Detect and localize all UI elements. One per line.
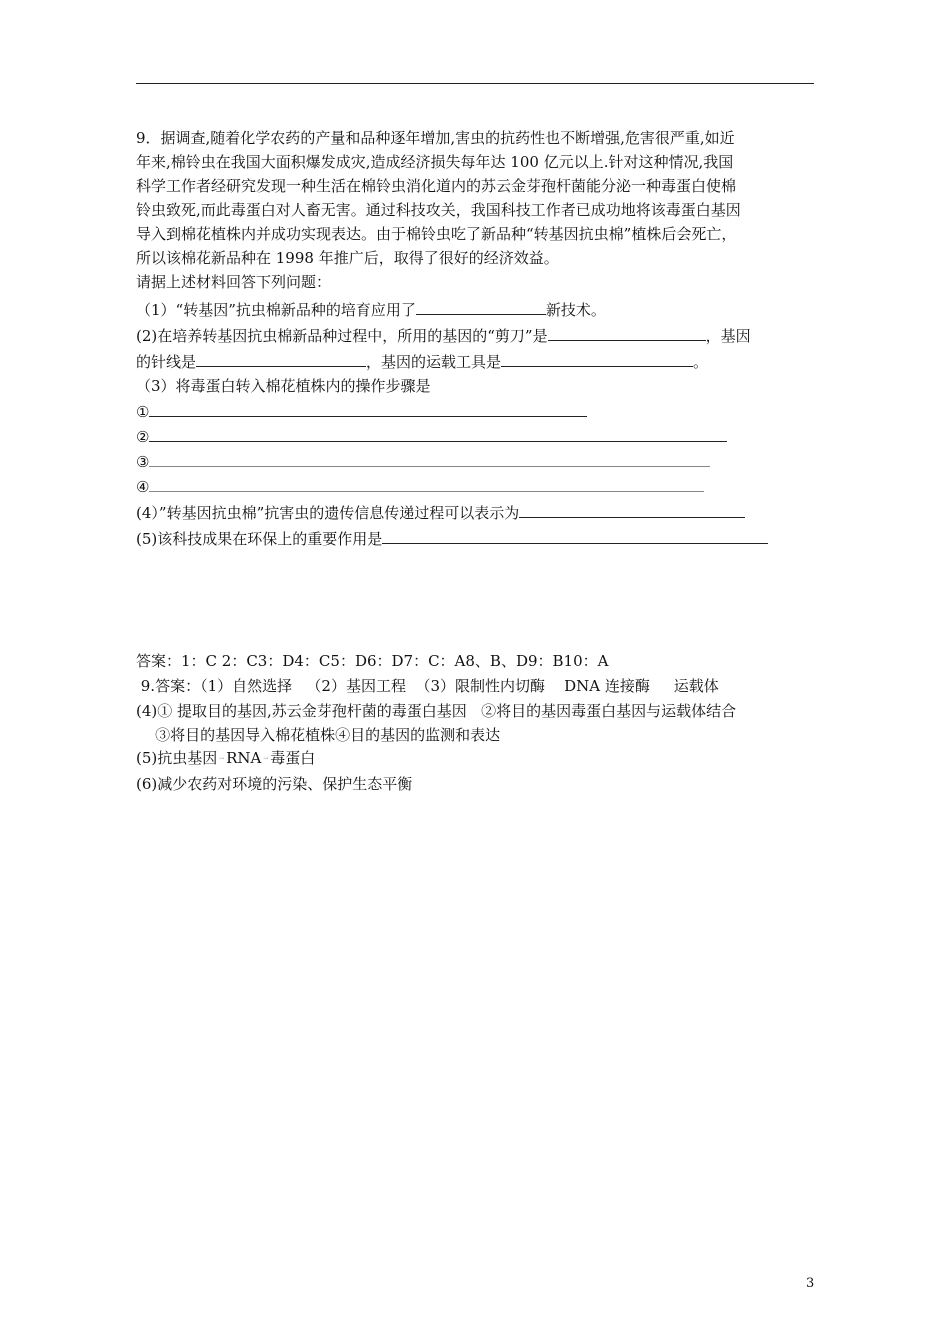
- arrow-icon: →: [217, 755, 227, 762]
- answer-blank[interactable]: [149, 475, 704, 492]
- sub-question-2: (2)在培养转基因抗虫棉新品种过程中，所用的基因的“剪刀”是 ，基因: [136, 324, 751, 347]
- question-line: 科学工作者经研究发现一种生活在棉铃虫消化道内的苏云金芽孢杆菌能分泌一种毒蛋白使棉: [136, 177, 737, 195]
- step-line: ③: [136, 450, 710, 473]
- step-line: ②: [136, 425, 727, 448]
- answer-line: (6)减少农药对环境的污染、保护生态平衡: [136, 775, 413, 793]
- arrow-icon: →: [261, 755, 271, 762]
- step-line: ④: [136, 475, 704, 498]
- answer-blank[interactable]: [382, 527, 768, 544]
- sub-question-3: （3）将毒蛋白转入棉花植株内的操作步骤是: [136, 377, 431, 395]
- question-line: 9．据调查,随着化学农药的产量和品种逐年增加,害虫的抗药性也不断增强,危害很严重,如近: [136, 129, 735, 147]
- sub-question-2-cont: 的针线是 ，基因的运载工具是 。: [136, 350, 708, 373]
- answer-line: (4)① 提取目的基因,苏云金芽孢杆菌的毒蛋白基因 ②将目的基因毒蛋白基因与运载体结合: [136, 702, 737, 720]
- answer-line: 答案：1：C 2：C3：D4：C5：D6：D7：C：A8、B、D9：B10：A: [136, 652, 609, 670]
- answer-line: (5)抗虫基因 → RNA → 毒蛋白: [136, 749, 316, 767]
- answer-line: ③将目的基因导入棉花植株④目的基因的监测和表达: [136, 726, 501, 744]
- sub-question-5: (5)该科技成果在环保上的重要作用是: [136, 527, 768, 550]
- page-number: 3: [806, 1276, 815, 1291]
- question-line: 导入到棉花植株内并成功实现表达。由于棉铃虫吃了新品种“转基因抗虫棉”植株后会死亡，: [136, 225, 737, 243]
- instruction: 请据上述材料回答下列问题：: [136, 273, 332, 291]
- answer-blank[interactable]: [519, 501, 745, 518]
- answer-blank[interactable]: [501, 350, 693, 367]
- answer-blank[interactable]: [196, 350, 366, 367]
- question-line: 年来,棉铃虫在我国大面积爆发成灾,造成经济损失每年达 100 亿元以上.针对这种情况,我国: [136, 153, 734, 171]
- answer-blank[interactable]: [416, 298, 546, 315]
- answer-blank[interactable]: [149, 450, 710, 467]
- answer-blank[interactable]: [149, 425, 727, 442]
- step-line: ①: [136, 400, 587, 423]
- sub-question-1: （1）“转基因”抗虫棉新品种的培育应用了 新技术。: [136, 298, 606, 321]
- question-line: 铃虫致死,而此毒蛋白对人畜无害。通过科技攻关，我国科技工作者已成功地将该毒蛋白基因: [136, 201, 741, 219]
- answer-blank[interactable]: [149, 400, 587, 417]
- answer-line: 9.答案：（1）自然选择 （2）基因工程 （3）限制性内切酶 DNA 连接酶 运载体: [136, 677, 719, 695]
- header-rule: [136, 83, 814, 84]
- question-line: 所以该棉花新品种在 1998 年推广后，取得了很好的经济效益。: [136, 249, 559, 267]
- answer-blank[interactable]: [548, 324, 706, 341]
- sub-question-4: (4）”转基因抗虫棉”抗害虫的遗传信息传递过程可以表示为: [136, 501, 745, 524]
